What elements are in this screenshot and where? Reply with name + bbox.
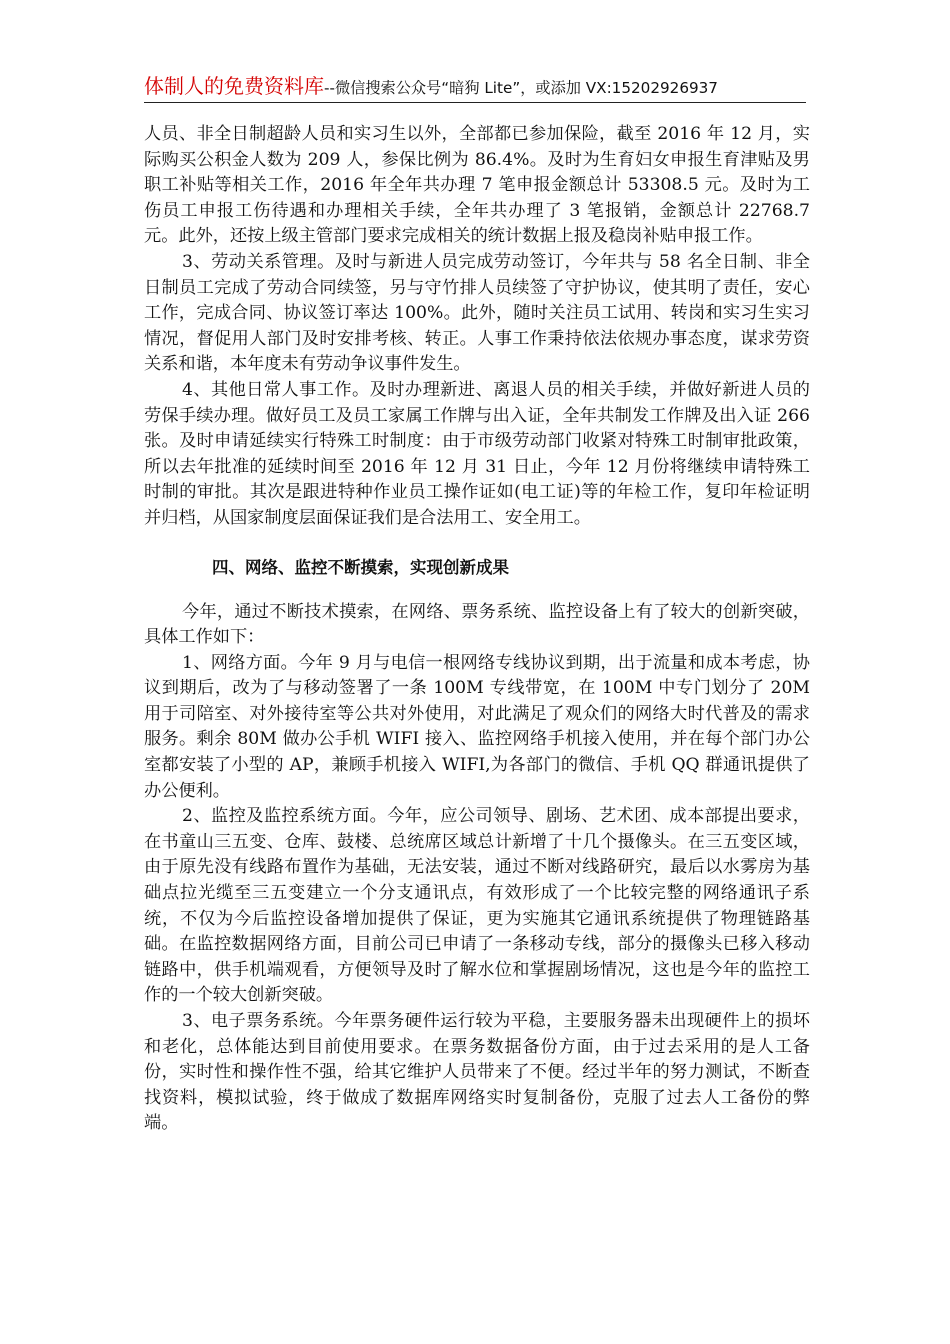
paragraph-network: 1、网络方面。今年 9 月与电信一根网络专线协议到期，出于流量和成本考虑，协议到期后，改为了与移动签署了一条 100M 专线带宽，在 100M 中专门划分了 20M 用于司陪室、对外接待室等公共对外使用，对此满足了观众们的网络大时代普及的需求服务。剩余 80M 做办公手机 WIFI 接入、监控网络手机接入使用，并在每个部门办公室都安装了小型的 AP，兼顾手机接入 WIFI,为各部门的微信、手机 QQ 群通讯提供了办公便利。 <box>144 652 810 801</box>
document-body <box>144 122 810 1137</box>
paragraph-labor-relations: 3、劳动关系管理。及时与新进人员完成劳动签订，今年共与 58 名全日制、非全日制员工完成了劳动合同续签，另与守竹排人员续签了守护协议，使其明了责任，安心工作，完成合同、协议签订率达 100%。此外，随时关注员工试用、转岗和实习生实习情况，督促用人部门及时安排考核、转正。人事工作秉持依法依规办事态度，谋求劳资关系和谐，本年度未有劳动争议事件发生。 <box>144 251 810 375</box>
section-heading: 四、网络、监控不断摸索，实现创新成果 <box>212 557 509 577</box>
page-header <box>144 72 806 103</box>
paragraph-insurance-continued: 人员、非全日制超龄人员和实习生以外，全部都已参加保险，截至 2016 年 12 月，实际购买公积金人数为 209 人，参保比例为 86.4%。及时为生育妇女申报生育津贴及男职工补贴等相关工作，2016 年全年共办理 7 笔申报金额总计 53308.5 元。及时为工伤员工申报工伤待遇和办理相关手续，全年共办理了 3 笔报销，金额总计 22768.7 元。此外，还按上级主管部门要求完成相关的统计数据上报及稳岗补贴申报工作。 <box>144 124 810 247</box>
paragraph-ticketing: 3、电子票务系统。今年票务硬件运行较为平稳，主要服务器未出现硬件上的损坏和老化，总体能达到目前使用要求。在票务数据备份方面，由于过去采用的是人工备份，实时性和操作性不强，给其它维护人员带来了不便。经过半年的努力测试，不断查找资料，模拟试验，终于做成了数据库网络实时复制备份，克服了过去人工备份的弊端。 <box>144 1011 810 1134</box>
header-contact: --微信搜索公众号“暗狗 Lite”，或添加 VX:15202926937 <box>324 79 718 97</box>
paragraph-monitoring: 2、监控及监控系统方面。今年，应公司领导、剧场、艺术团、成本部提出要求，在书童山三五变、仓库、鼓楼、总统席区域总计新增了十几个摄像头。在三五变区域，由于原先没有线路布置作为基础，无法安装，通过不断对线路研究，最后以水雾房为基础点拉光缆至三五变建立一个分支通讯点，有效形成了一个比较完整的网络通讯子系统，不仅为今后监控设备增加提供了保证，更为实施其它通讯系统提供了物理链路基础。在监控数据网络方面，目前公司已申请了一条移动专线，部分的摄像头已移入移动链路中，供手机端观看，方便领导及时了解水位和掌握剧场情况，这也是今年的监控工作的一个较大创新突破。 <box>144 806 810 1006</box>
paragraph-section-intro: 今年，通过不断技术摸索，在网络、票务系统、监控设备上有了较大的创新突破，具体工作如下： <box>144 601 810 648</box>
header-brand: 体制人的免费资料库 <box>144 74 324 98</box>
paragraph-other-hr-work: 4、其他日常人事工作。及时办理新进、离退人员的相关手续，并做好新进人员的劳保手续办理。做好员工及员工家属工作牌与出入证，全年共制发工作牌及出入证 266 张。及时申请延续实行特殊工时制度：由于市级劳动部门收紧对特殊工时制审批政策，所以去年批准的延续时间至 2016 年 12 月 31 日止，今年 12 月份将继续申请特殊工时制的审批。其次是跟进特种作业员工操作证如(电工证)等的年检工作，复印年检证明并归档，从国家制度层面保证我们是合法用工、安全用工。 <box>144 379 810 528</box>
